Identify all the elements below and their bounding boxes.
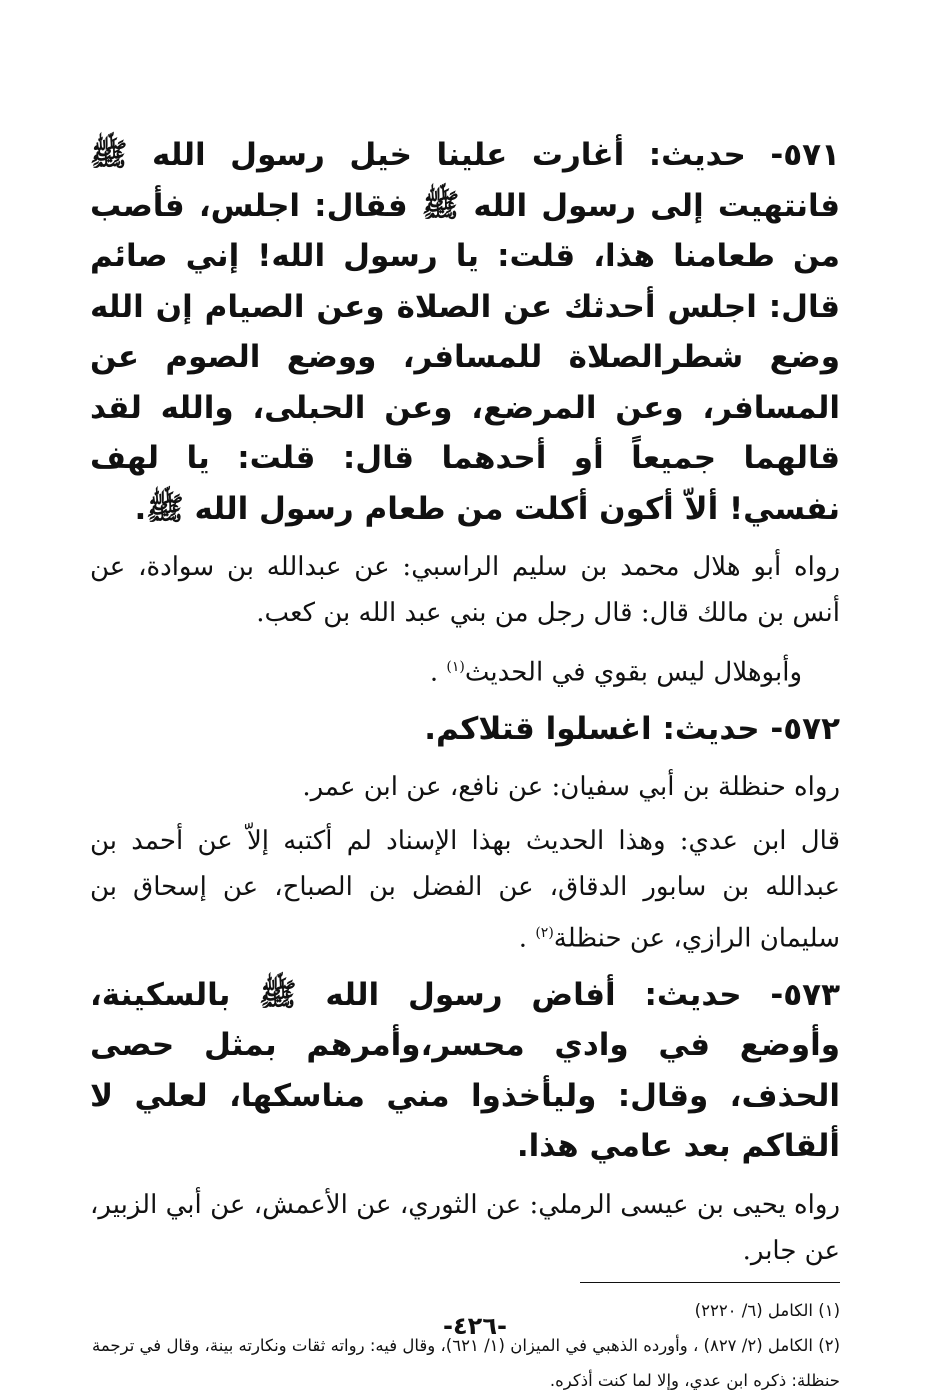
footnote-marker-1: (١) bbox=[446, 659, 465, 675]
hadith-571: ٥٧١- حديث: أغارت علينا خيل رسول الله ﷺ فانتهيت إلى رسول الله ﷺ فقال: اجلس، فأصب من طعامنا هذا، قلت: يا رسول الله! إني صائم قال: اجلس أحدثك عن الصلاة وعن الصيام إن الله وضع شطرالصلاة للمسافر، ووضع الصوم عن المسافر، وعن المرضع، وعن الحبلى، والله لقد قالهما جميعاً أو أحدهما قال: قلت: يا لهف نفسي! ألاّ أكون أكلت من طعام رسول الله ﷺ. bbox=[90, 137, 840, 527]
narration-573-chain: رواه يحيى بن عيسى الرملي: عن الثوري، عن الأعمش، عن أبي الزبير، عن جابر. bbox=[90, 1189, 840, 1266]
footnote-marker-2: (٢) bbox=[535, 925, 554, 942]
narration-572-chain: رواه حنظلة بن أبي سفيان: عن نافع، عن ابن عمر. bbox=[302, 772, 840, 803]
narration-572-comment-text: قال ابن عدي: وهذا الحديث بهذا الإسناد لم أكتبه إلاّ عن أحمد بن عبدالله بن سابور الدقاق، عن الفضل بن الصباح، عن إسحاق بن سليمان الرازي، عن حنظلة bbox=[90, 826, 840, 954]
narration-571-grade-text: وأبوهلال ليس بقوي في الحديث bbox=[464, 657, 802, 688]
hadith-572: ٥٧٢- حديث: اغسلوا قتلاكم. bbox=[424, 710, 840, 747]
narration-571-chain: رواه أبو هلال محمد بن سليم الراسبي: عن عبدالله بن سوادة، عن أنس بن مالك قال: قال رجل من بني عبد الله بن كعب. bbox=[90, 552, 840, 628]
footnote-2: (٢) الكامل (٢/ ٨٢٧) ، وأورده الذهبي في الميزان (١/ ٦٢١)، وقال فيه: رواته ثقات ونكارته بينة، وقال في ترجمة حنظلة: ذكره ابن عدي، وإلا لما كنت أذكره. bbox=[92, 1335, 840, 1390]
narration-572-comment: قال ابن عدي: وهذا الحديث بهذا الإسناد لم أكتبه إلاّ عن أحمد بن عبدالله بن سابور الدقاق، عن الفضل بن الصباح، عن إسحاق بن سليمان الرازي، عن حنظلة$^{(٢)}$ . bbox=[90, 826, 840, 954]
footnote-separator bbox=[580, 1282, 840, 1283]
hadith-573: ٥٧٣- حديث: أفاض رسول الله ﷺ بالسكينة، وأوضع في وادي محسر،وأمرهم بمثل حصى الحذف، وقال: وليأخذوا مني مناسكها، لعلي لا ألقاكم بعد عامي هذا. bbox=[90, 976, 840, 1165]
page-number: -٤٢٦- bbox=[443, 1312, 507, 1340]
footnote-1: (١) الكامل (٦/ ٢٢٢٠) bbox=[694, 1300, 840, 1320]
narration-571-grade: وأبوهلال ليس بقوي في الحديث$^{(١)}$ . bbox=[429, 657, 802, 688]
